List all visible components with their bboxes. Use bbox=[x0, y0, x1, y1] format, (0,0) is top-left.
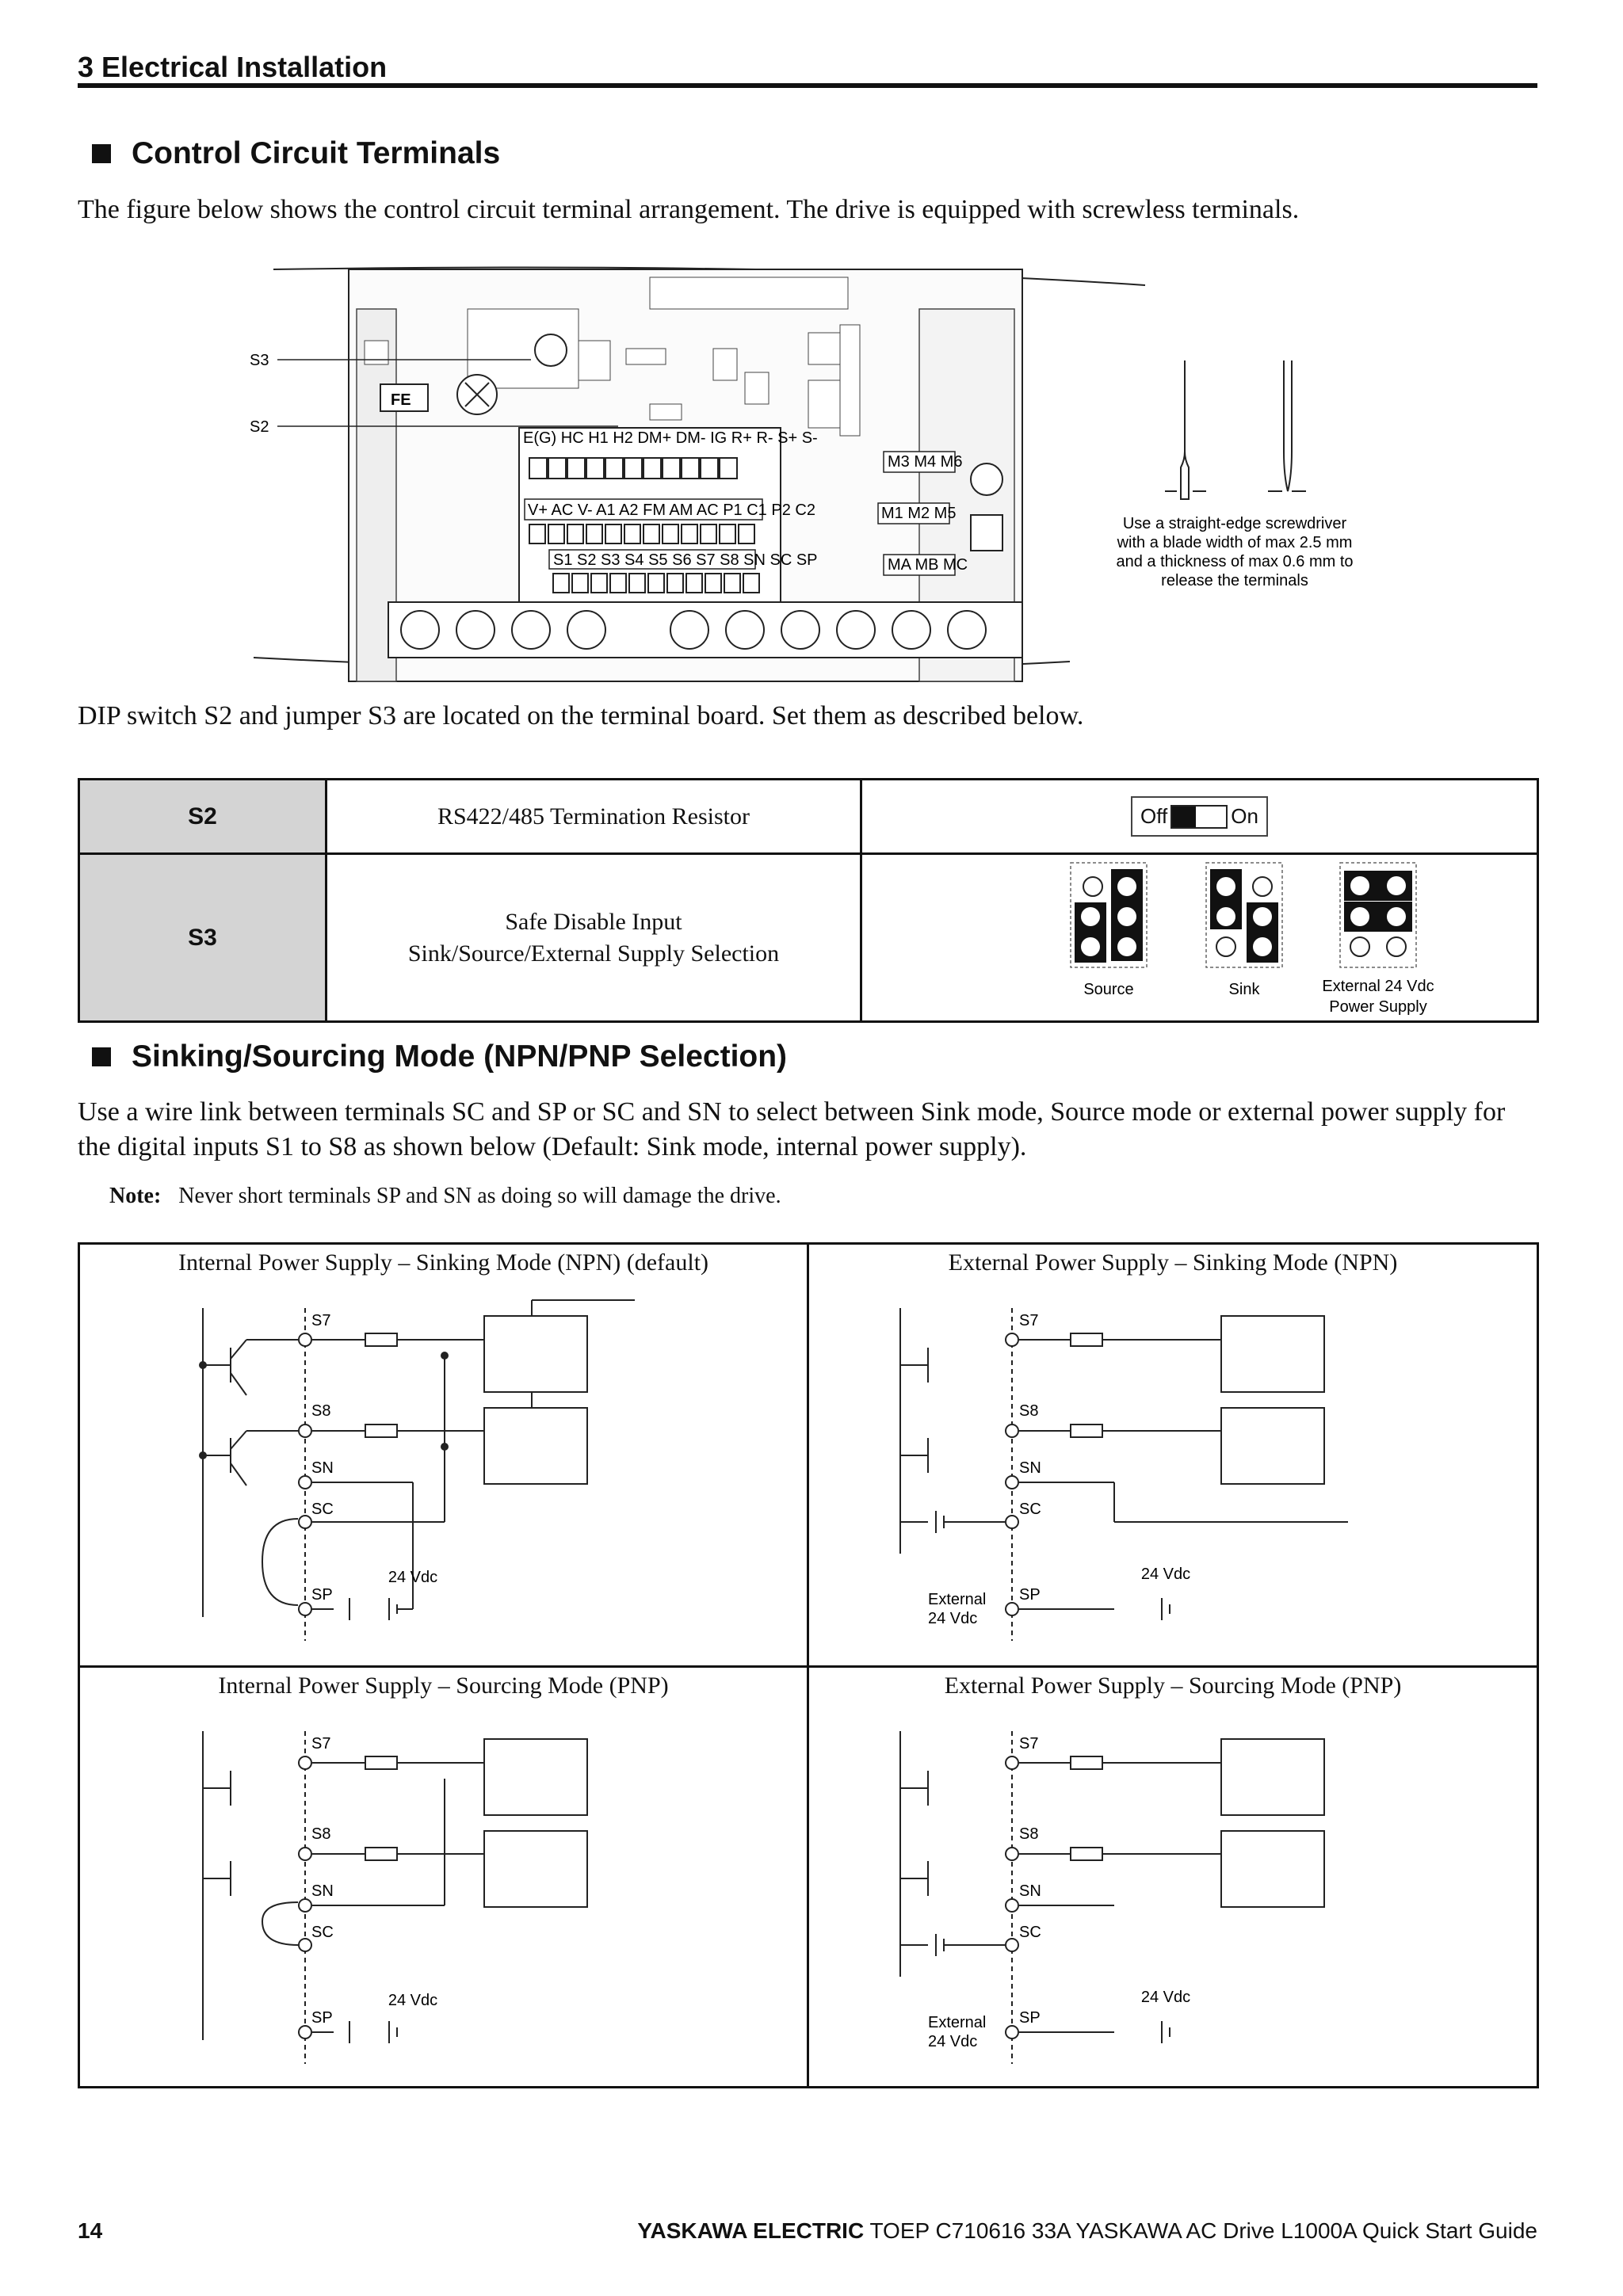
header-rule bbox=[78, 83, 1537, 88]
terminal-board-figure bbox=[238, 261, 1387, 689]
screwdriver-note-4: release the terminals bbox=[1161, 572, 1308, 589]
jumper-external-label-2: Power Supply bbox=[1328, 997, 1427, 1016]
jumper-external-label-1: External 24 Vdc bbox=[1321, 977, 1434, 995]
panel-title: Internal Power Supply – Sinking Mode (NPN) (default) bbox=[178, 1249, 709, 1276]
s3-description bbox=[327, 854, 861, 1022]
terminal-s8: S8 bbox=[311, 1825, 331, 1843]
circuit-diagram bbox=[80, 1707, 807, 2086]
screwdriver-note-2: with a blade width of max 2.5 mm bbox=[1117, 534, 1353, 551]
terminal-sn: SN bbox=[311, 1459, 334, 1477]
circuit-diagram bbox=[809, 1284, 1537, 1665]
footer-doc-title bbox=[637, 2218, 1537, 2244]
terminal-row-top: E(G) HC H1 H2 DM+ DM- IG R+ R- S+ S- bbox=[523, 429, 818, 447]
dip-switch-text: DIP switch S2 and jumper S3 are located on the terminal board. Set them as described below. bbox=[78, 701, 1084, 730]
supply-label: 24 Vdc bbox=[388, 1992, 438, 2009]
bullet-square-icon bbox=[92, 144, 111, 163]
s3-jumper-cell bbox=[861, 854, 1538, 1022]
panel-external-sourcing bbox=[809, 1668, 1537, 2086]
dip-switch-graphic bbox=[1131, 796, 1268, 837]
s2-switch-cell bbox=[861, 780, 1538, 854]
circuit-diagram bbox=[80, 1284, 807, 1665]
external-label-1: External bbox=[928, 1591, 987, 1608]
external-label-1: External bbox=[928, 2014, 987, 2031]
fe-label: FE bbox=[391, 391, 411, 409]
note bbox=[109, 1184, 781, 1209]
screwdriver-note-3: and a thickness of max 0.6 mm to bbox=[1116, 553, 1354, 570]
relay-row-mid: M1 M2 M5 bbox=[881, 505, 957, 522]
relay-row-top: M3 M4 M6 bbox=[888, 453, 963, 471]
switch-slider-icon bbox=[1170, 805, 1228, 829]
section-header: 3 Electrical Installation bbox=[78, 51, 388, 83]
table-row bbox=[79, 780, 1538, 854]
s2-description: RS422/485 Termination Resistor bbox=[327, 780, 861, 854]
s2-label: S2 bbox=[250, 418, 269, 436]
terminal-sp: SP bbox=[1019, 2009, 1041, 2027]
jumper-diagram bbox=[946, 856, 1453, 1020]
relay-row-bot: MA MB MC bbox=[888, 556, 968, 574]
footer-doc: TOEP C710616 33A YASKAWA AC Drive L1000A Quick Start Guide bbox=[864, 2218, 1537, 2243]
jumper-sink-label: Sink bbox=[1228, 980, 1259, 998]
panel-external-sinking bbox=[809, 1245, 1537, 1665]
footer-brand: YASKAWA ELECTRIC bbox=[637, 2218, 865, 2243]
switch-on-label: On bbox=[1231, 804, 1258, 828]
sinking-heading bbox=[78, 1039, 787, 1074]
terminal-sp: SP bbox=[311, 2009, 333, 2027]
control-terminals-intro: The figure below shows the control circuit terminal arrangement. The drive is equipped with screwless terminals. bbox=[78, 195, 1300, 224]
terminal-s7: S7 bbox=[1019, 1312, 1039, 1329]
s3-desc-line2: Sink/Source/External Supply Selection bbox=[407, 940, 780, 967]
terminal-sc: SC bbox=[311, 1924, 334, 1941]
s3-label-cell: S3 bbox=[79, 854, 327, 1022]
note-text: Never short terminals SP and SN as doing so will damage the drive. bbox=[178, 1184, 781, 1208]
sinking-title: Sinking/Sourcing Mode (NPN/PNP Selection) bbox=[132, 1039, 788, 1074]
terminal-sn: SN bbox=[1019, 1882, 1041, 1900]
screwdriver-note-1: Use a straight-edge screwdriver bbox=[1122, 515, 1347, 532]
terminal-sp: SP bbox=[1019, 1586, 1041, 1604]
terminal-sc: SC bbox=[311, 1501, 334, 1518]
page-number: 14 bbox=[78, 2218, 103, 2243]
control-terminals-title: Control Circuit Terminals bbox=[132, 136, 501, 170]
supply-label: 24 Vdc bbox=[1140, 1566, 1191, 1583]
terminal-s8: S8 bbox=[311, 1402, 331, 1420]
terminal-s7: S7 bbox=[1019, 1735, 1039, 1753]
panel-title: Internal Power Supply – Sourcing Mode (PNP) bbox=[218, 1672, 669, 1699]
external-label-2: 24 Vdc bbox=[928, 1610, 978, 1627]
bullet-square-icon bbox=[92, 1047, 111, 1066]
terminal-row-bot: S1 S2 S3 S4 S5 S6 S7 S8 SN SC SP bbox=[553, 551, 818, 569]
terminal-sn: SN bbox=[311, 1882, 334, 1900]
supply-label: 24 Vdc bbox=[1140, 1989, 1191, 2006]
terminal-s7: S7 bbox=[311, 1735, 331, 1753]
terminal-sp: SP bbox=[311, 1586, 333, 1604]
s3-label: S3 bbox=[250, 352, 269, 369]
panel-internal-sourcing bbox=[80, 1668, 807, 2086]
table-row bbox=[79, 854, 1538, 1022]
terminal-row-mid: V+ AC V- A1 A2 FM AM AC P1 C1 P2 C2 bbox=[528, 502, 815, 519]
sinking-body: Use a wire link between terminals SC and SP or SC and SN to select between Sink mode, Source mode or external power supply for the digital inputs S1 to S8 as shown below (Default: Sink mode, internal power supply). bbox=[78, 1097, 1506, 1161]
panel-title: External Power Supply – Sourcing Mode (PNP) bbox=[944, 1672, 1402, 1699]
switch-off-label: Off bbox=[1140, 804, 1168, 828]
terminal-sc: SC bbox=[1019, 1501, 1041, 1518]
terminal-s8: S8 bbox=[1019, 1402, 1039, 1420]
terminal-sc: SC bbox=[1019, 1924, 1041, 1941]
s3-desc-line1: Safe Disable Input bbox=[505, 908, 682, 935]
s2-label-cell: S2 bbox=[79, 780, 327, 854]
jumper-source-label: Source bbox=[1083, 980, 1134, 998]
control-terminals-heading bbox=[78, 136, 500, 171]
panel-title: External Power Supply – Sinking Mode (NPN) bbox=[948, 1249, 1398, 1276]
settings-table bbox=[78, 778, 1539, 1023]
terminal-s7: S7 bbox=[311, 1312, 331, 1329]
supply-label: 24 Vdc bbox=[388, 1569, 438, 1586]
panel-internal-sinking bbox=[80, 1245, 807, 1665]
external-label-2: 24 Vdc bbox=[928, 2033, 978, 2050]
circuit-diagram bbox=[809, 1707, 1537, 2086]
terminal-sn: SN bbox=[1019, 1459, 1041, 1477]
wiring-diagram-grid bbox=[78, 1242, 1539, 2088]
terminal-s8: S8 bbox=[1019, 1825, 1039, 1843]
note-label: Note: bbox=[109, 1184, 162, 1208]
